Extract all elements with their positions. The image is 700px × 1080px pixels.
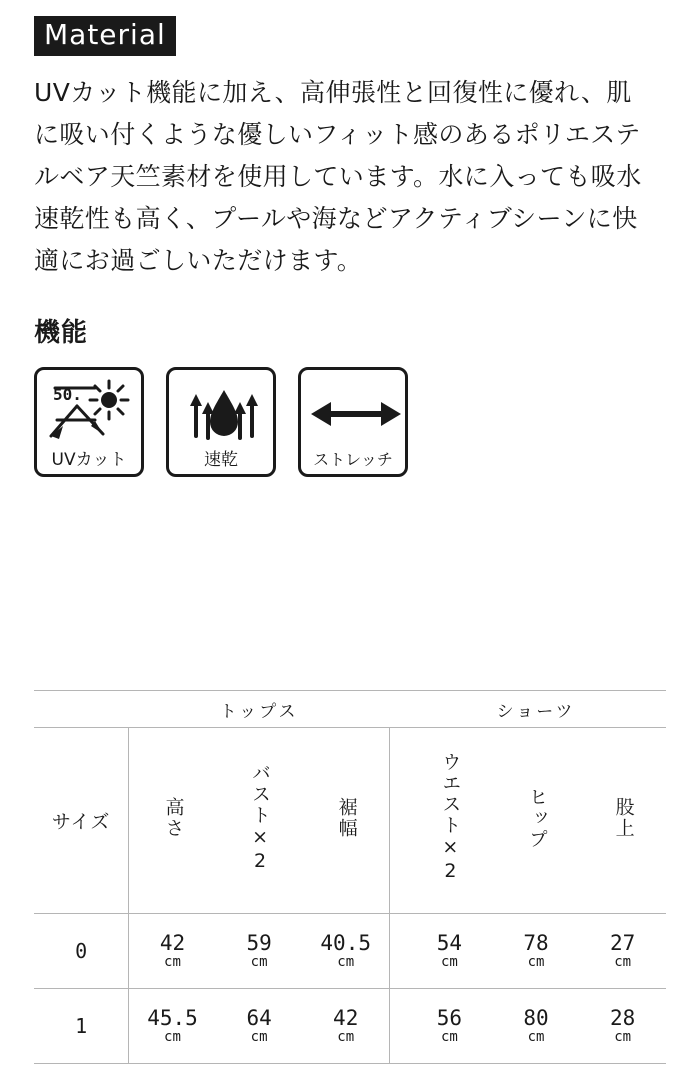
header-height: 高さ (129, 728, 216, 914)
uv-sun-icon (37, 376, 141, 444)
feature-stretch (298, 367, 408, 477)
header-hip: ヒップ (493, 728, 580, 914)
size-table (34, 690, 666, 1064)
group-header-tops: トップス (129, 691, 390, 728)
table-header-row (34, 728, 666, 914)
cell-height: 42 cm (129, 914, 216, 989)
cell-waist: 56 cm (406, 989, 493, 1064)
material-section-heading: Material (34, 16, 176, 56)
cell-height: 45.5 cm (129, 989, 216, 1064)
cell-bust: 59 cm (216, 914, 303, 989)
svg-text:50.: 50. (53, 385, 82, 405)
header-waist: ウエスト×2 (406, 728, 493, 914)
row-size-label: 1 (34, 989, 129, 1064)
header-rise: 股上 (579, 728, 666, 914)
feature-label-uv-cut: UVカット (51, 450, 127, 471)
feature-icon-row (34, 367, 666, 477)
header-size: サイズ (34, 728, 129, 914)
feature-uv-cut (34, 367, 144, 477)
header-hem-width: 裾幅 (302, 728, 389, 914)
cell-rise: 28 cm (579, 989, 666, 1064)
feature-label-stretch: ストレッチ (313, 450, 393, 470)
stretch-arrow-icon (301, 376, 405, 444)
cell-hem-width: 42 cm (302, 989, 389, 1064)
table-row (34, 914, 666, 989)
cell-waist: 54 cm (406, 914, 493, 989)
cell-rise: 27 cm (579, 914, 666, 989)
functions-section-heading: 機能 (34, 318, 89, 349)
quick-dry-droplet-icon (169, 376, 273, 444)
cell-bust: 64 cm (216, 989, 303, 1064)
table-row (34, 989, 666, 1064)
feature-quick-dry (166, 367, 276, 477)
size-table-container (34, 690, 666, 1064)
cell-hip: 80 cm (493, 989, 580, 1064)
header-bust: バスト×2 (216, 728, 303, 914)
material-description-text: UVカット機能に加え、高伸張性と回復性に優れ、肌に吸い付くような優しいフィット感のあるポリエステルベア天竺素材を使用しています。水に入っても吸水速乾性も高く、プールや海などアクティブシーンに快適にお過ごしいただけます。 (34, 78, 642, 276)
table-group-row (34, 691, 666, 728)
row-size-label: 0 (34, 914, 129, 989)
feature-label-quick-dry: 速乾 (204, 450, 238, 471)
group-header-shorts: ショーツ (406, 691, 666, 728)
cell-hip: 78 cm (493, 914, 580, 989)
cell-hem-width: 40.5 cm (302, 914, 389, 989)
